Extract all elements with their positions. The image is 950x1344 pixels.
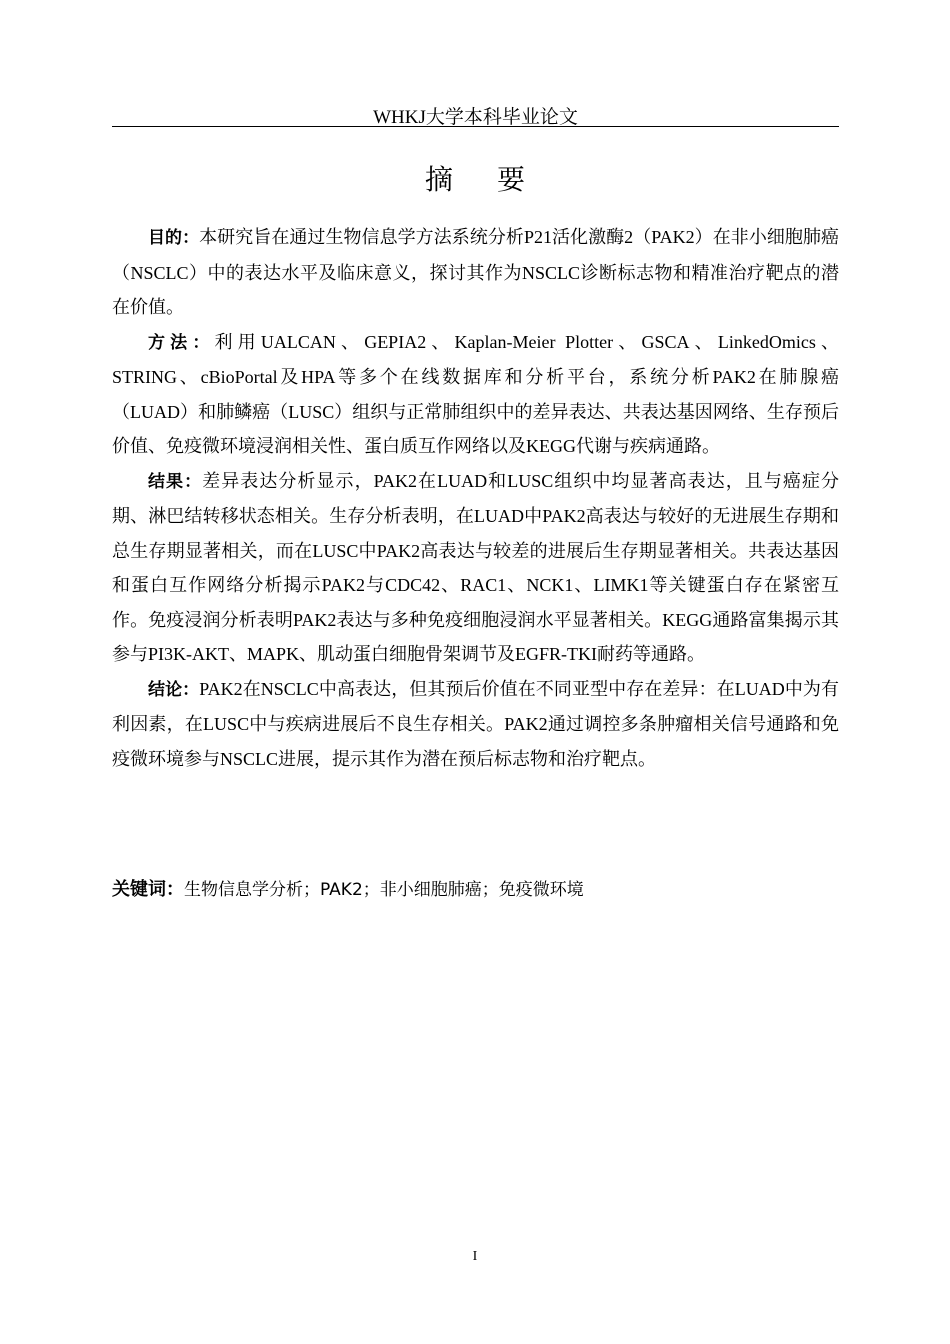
- methods-label: 方法：: [148, 332, 215, 353]
- conclusion-label: 结论：: [148, 679, 200, 700]
- methods-text: 利用UALCAN、GEPIA2、Kaplan-Meier Plotter、GSCA、LinkedOmics、STRING、cBioPortal及HPA等多个在线数据库和分析平台，系统分析PAK2在肺腺癌（LUAD）和肺鳞癌（LUSC）组织与正常肺组织中的差异表达、共表达基因网络、生存预后价值、免疫微环境浸润相关性、蛋白质互作网络以及KEGG代谢与疾病通路。: [112, 331, 839, 456]
- methods-paragraph: [112, 325, 839, 464]
- objective-paragraph: [112, 220, 839, 325]
- keywords-label: 关键词：: [112, 879, 184, 900]
- conclusion-paragraph: [112, 672, 839, 777]
- results-text: 差异表达分析显示，PAK2在LUAD和LUSC组织中均显著高表达，且与癌症分期、淋巴结转移状态相关。生存分析表明，在LUAD中PAK2高表达与较好的无进展生存期和总生存期显著相关，而在LUSC中PAK2高表达与较差的进展后生存期显著相关。共表达基因和蛋白互作网络分析揭示PAK2与CDC42、RAC1、NCK1、LIMK1等关键蛋白存在紧密互作。免疫浸润分析表明PAK2表达与多种免疫细胞浸润水平显著相关。KEGG通路富集揭示其参与PI3K-AKT、MAPK、肌动蛋白细胞骨架调节及EGFR-TKI耐药等通路。: [112, 470, 840, 664]
- page-number: I: [472, 1249, 478, 1264]
- running-header: [112, 100, 839, 127]
- keywords-text: 生物信息学分析；PAK2；非小细胞肺癌；免疫微环境: [184, 880, 584, 900]
- results-label: 结果：: [148, 471, 203, 492]
- conclusion-text: PAK2在NSCLC中高表达，但其预后价值在不同亚型中存在差异：在LUAD中为有利因素，在LUSC中与疾病进展后不良生存相关。PAK2通过调控多条肿瘤相关信号通路和免疫微环境参与NSCLC进展，提示其作为潜在预后标志物和治疗靶点。: [112, 678, 839, 769]
- page-title: 摘要: [424, 163, 569, 196]
- objective-text: 本研究旨在通过生物信息学方法系统分析P21活化激酶2（PAK2）在非小细胞肺癌（NSCLC）中的表达水平及临床意义，探讨其作为NSCLC诊断标志物和精准治疗靶点的潜在价值。: [112, 227, 839, 317]
- results-paragraph: [112, 464, 839, 672]
- header-text: WHKJ大学本科毕业论文: [373, 107, 578, 128]
- objective-label: 目的：: [148, 228, 200, 248]
- abstract-body: [112, 220, 839, 776]
- keywords-line: [112, 874, 839, 905]
